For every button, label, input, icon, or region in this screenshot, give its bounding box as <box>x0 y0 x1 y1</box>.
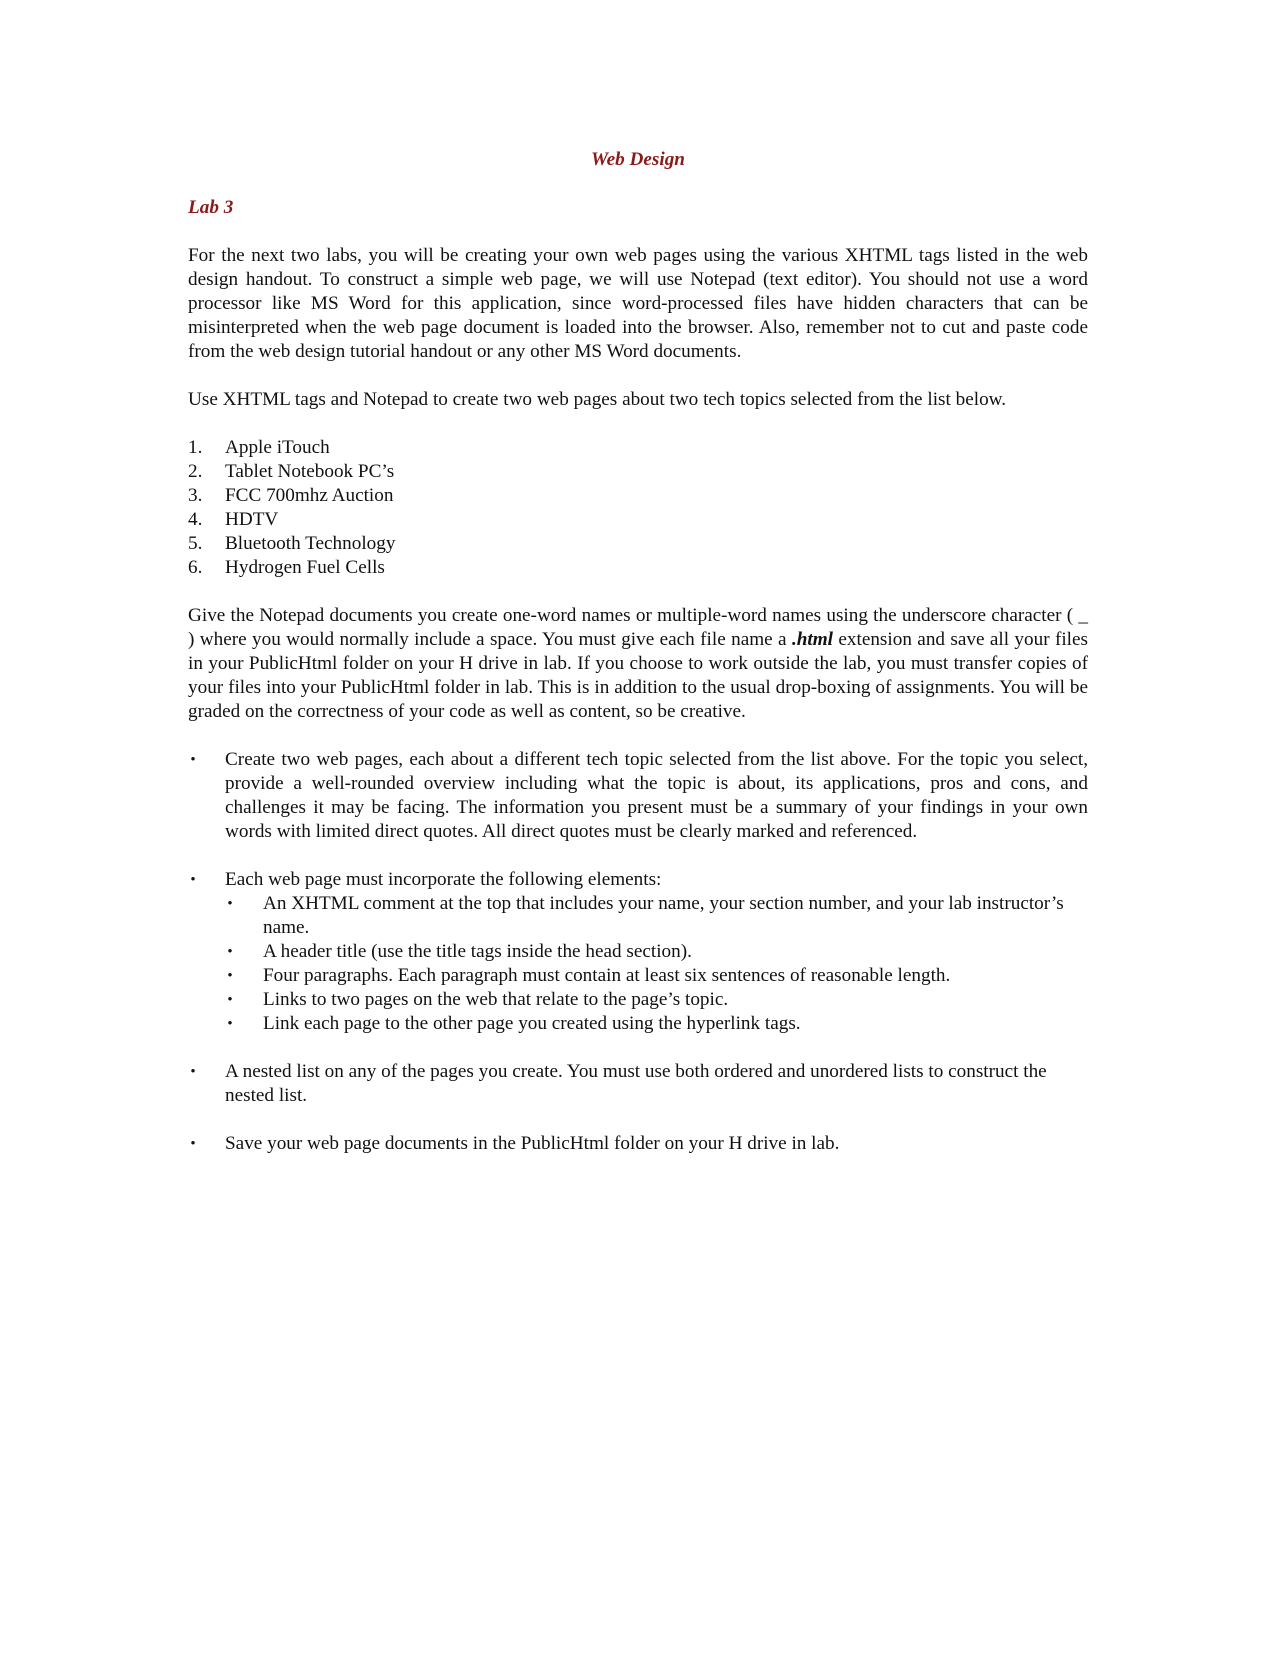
sublist-item-text: Four paragraphs. Each paragraph must contain at least six sentences of reasonable length. <box>263 965 951 986</box>
sublist-item <box>225 964 1088 988</box>
topic-item <box>188 556 1088 580</box>
requirement-text: Save your web page documents in the PublicHtml folder on your H drive in lab. <box>225 1133 840 1154</box>
bullet-icon: • <box>227 992 233 1008</box>
topic-item <box>188 436 1088 460</box>
requirements-list <box>188 748 1088 1156</box>
topic-label: Bluetooth Technology <box>225 533 396 554</box>
requirement-text: Create two web pages, each about a different tech topic selected from the list above. For the topic you select, provide a well-rounded overview including what the topic is about, its applications, pros and cons, and challenges it may be facing. The information you present must be a summary of your findings in your own words with limited direct quotes. All direct quotes must be clearly marked and referenced. <box>225 749 1088 842</box>
sublist-item-text: A header title (use the title tags inside the head section). <box>263 941 692 962</box>
topic-label: Apple iTouch <box>225 437 330 458</box>
topic-number: 5. <box>188 533 203 554</box>
naming-text-part1: Give the Notepad documents you create one-word names or multiple-word names using the underscore character ( _ ) where you would normally include a space. You must give each file name a <box>188 605 1088 650</box>
bullet-icon: • <box>190 1064 196 1080</box>
html-extension: .html <box>791 629 833 650</box>
bullet-icon: • <box>227 968 233 984</box>
bullet-icon: • <box>227 1016 233 1032</box>
topic-number: 1. <box>188 437 203 458</box>
sublist-item <box>225 940 1088 964</box>
topic-list <box>188 436 1088 580</box>
naming-text-part2: extension and save all your files in your PublicHtml folder on your H drive in lab. If you choose to work outside the lab, you must transfer copies of your files into your PublicHtml folder in lab. This is in addition to the usual drop-boxing of assignments. You will be graded on the correctness of your code as well as content, so be creative. <box>188 629 1088 722</box>
bullet-icon: • <box>227 896 233 912</box>
topic-label: HDTV <box>225 509 279 530</box>
document-page <box>188 148 1088 1180</box>
sublist-item-text: An XHTML comment at the top that includes your name, your section number, and your lab instructor’s name. <box>263 893 1064 938</box>
topic-number: 4. <box>188 509 203 530</box>
topic-number: 2. <box>188 461 203 482</box>
requirement-item <box>188 748 1088 844</box>
requirement-text: Each web page must incorporate the following elements: <box>225 869 662 890</box>
topic-number: 3. <box>188 485 203 506</box>
bullet-icon: • <box>190 752 196 768</box>
bullet-icon: • <box>190 872 196 888</box>
naming-paragraph <box>188 604 1088 724</box>
bullet-icon: • <box>190 1136 196 1152</box>
requirement-item <box>188 1060 1088 1108</box>
topic-label: Tablet Notebook PC’s <box>225 461 395 482</box>
topic-item <box>188 532 1088 556</box>
requirement-item <box>188 1132 1088 1156</box>
sublist-item-text: Link each page to the other page you created using the hyperlink tags. <box>263 1013 801 1034</box>
elements-sublist <box>225 892 1088 1036</box>
sublist-item-text: Links to two pages on the web that relate to the page’s topic. <box>263 989 729 1010</box>
topic-item <box>188 484 1088 508</box>
sublist-item <box>225 892 1088 940</box>
requirement-text: A nested list on any of the pages you create. You must use both ordered and unordered lists to construct the nested list. <box>225 1061 1047 1106</box>
topic-label: Hydrogen Fuel Cells <box>225 557 385 578</box>
sublist-item <box>225 1012 1088 1036</box>
bullet-icon: • <box>227 944 233 960</box>
lab-heading: Lab 3 <box>188 197 234 218</box>
topic-number: 6. <box>188 557 203 578</box>
intro-paragraph: For the next two labs, you will be creating your own web pages using the various XHTML tags listed in the web design handout. To construct a simple web page, we will use Notepad (text editor). You should not use a word processor like MS Word for this application, since word-processed files have hidden characters that can be misinterpreted when the web page document is loaded into the browser. Also, remember not to cut and paste code from the web design tutorial handout or any other MS Word documents. <box>188 245 1088 362</box>
topic-label: FCC 700mhz Auction <box>225 485 394 506</box>
sublist-item <box>225 988 1088 1012</box>
requirement-item <box>188 868 1088 1036</box>
document-title: Web Design <box>591 149 685 170</box>
topic-item <box>188 508 1088 532</box>
topic-item <box>188 460 1088 484</box>
instruction-paragraph: Use XHTML tags and Notepad to create two web pages about two tech topics selected from the list below. <box>188 389 1007 410</box>
